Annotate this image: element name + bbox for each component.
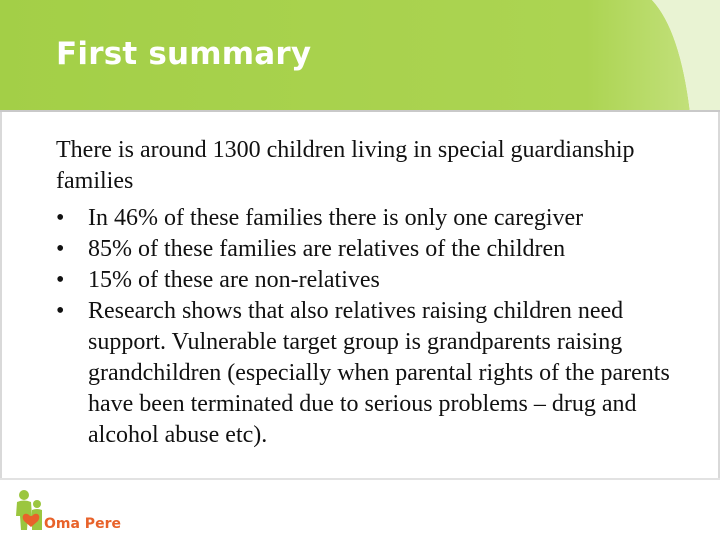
bullet-list: [56, 203, 696, 451]
bullet-item: [56, 234, 696, 265]
page-title: First summary: [56, 36, 312, 72]
bullet-text: Research shows that also relatives raising children need support. Vulnerable target group is grandparents raising grandchildren (especially when parental rights of the parents have been terminated due to serious problems – drug and alcohol abuse etc).: [88, 298, 670, 448]
bullet-text: 15% of these are non-relatives: [88, 267, 380, 293]
bullet-item: [56, 265, 696, 296]
bullet-item: [56, 296, 696, 451]
bullet-marker: •: [56, 205, 65, 231]
bullet-text: In 46% of these families there is only one caregiver: [88, 205, 584, 231]
frame-left-border: [0, 112, 2, 480]
slide-body: [56, 135, 696, 451]
logo-text: Oma Pere: [44, 516, 121, 532]
intro-paragraph: There is around 1300 children living in special guardianship families: [56, 137, 635, 194]
frame-bottom-border: [0, 478, 720, 480]
bullet-marker: •: [56, 267, 65, 293]
title-bar: [0, 0, 720, 112]
bullet-marker: •: [56, 298, 65, 324]
bullet-marker: •: [56, 236, 65, 262]
bullet-text: 85% of these families are relatives of the children: [88, 236, 566, 262]
bullet-item: [56, 203, 696, 234]
